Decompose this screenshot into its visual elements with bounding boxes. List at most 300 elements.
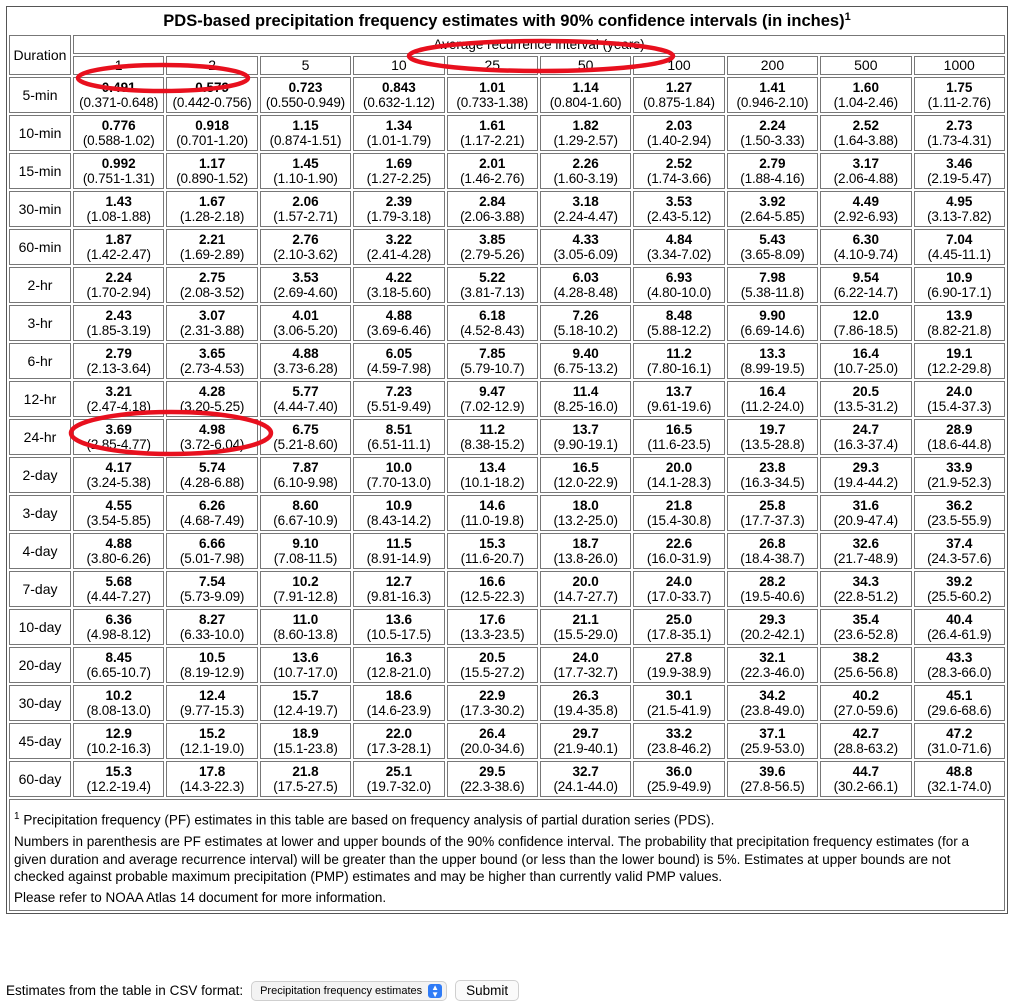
confidence-interval: (19.4-35.8) bbox=[553, 703, 618, 718]
estimate-cell bbox=[914, 609, 1005, 645]
estimate-value: 17.8 bbox=[198, 764, 226, 779]
confidence-interval: (2.10-3.62) bbox=[273, 247, 338, 262]
estimate-cell bbox=[727, 153, 818, 189]
estimate-value: 18.6 bbox=[385, 688, 412, 703]
estimate-value: 3.21 bbox=[105, 384, 132, 399]
estimate-value: 24.0 bbox=[665, 574, 693, 589]
estimate-cell bbox=[166, 343, 257, 379]
estimate-value: 27.8 bbox=[665, 650, 693, 665]
estimate-value: 4.55 bbox=[105, 498, 132, 513]
estimate-value: 14.6 bbox=[479, 498, 506, 513]
confidence-interval: (15.1-23.8) bbox=[273, 741, 338, 756]
confidence-interval: (1.50-3.33) bbox=[740, 133, 805, 148]
confidence-interval: (15.5-29.0) bbox=[553, 627, 618, 642]
estimate-cell bbox=[540, 267, 631, 303]
estimate-cell bbox=[166, 229, 257, 265]
recurrence-interval-header: Average recurrence interval (years) bbox=[73, 35, 1005, 54]
estimate-cell bbox=[73, 305, 164, 341]
estimate-value: 10.2 bbox=[292, 574, 319, 589]
duration-label: 30-day bbox=[9, 685, 71, 721]
estimate-cell bbox=[353, 229, 444, 265]
return-period-header: 25 bbox=[447, 56, 538, 75]
estimate-value: 13.9 bbox=[946, 308, 973, 323]
confidence-interval: (9.81-16.3) bbox=[366, 589, 432, 604]
estimate-value: 25.0 bbox=[665, 612, 693, 627]
estimate-cell bbox=[914, 267, 1005, 303]
confidence-interval: (1.40-2.94) bbox=[646, 133, 712, 148]
table-row bbox=[9, 647, 1005, 683]
estimate-value: 39.6 bbox=[759, 764, 786, 779]
confidence-interval: (5.21-8.60) bbox=[273, 437, 338, 452]
footnote-1 bbox=[14, 808, 1000, 829]
estimate-value: 18.0 bbox=[572, 498, 599, 513]
confidence-interval: (12.0-22.9) bbox=[553, 475, 618, 490]
estimate-value: 10.9 bbox=[946, 270, 973, 285]
confidence-interval: (5.51-9.49) bbox=[366, 399, 432, 414]
return-period-header: 2 bbox=[166, 56, 257, 75]
estimate-cell bbox=[540, 761, 631, 797]
confidence-interval: (3.69-6.46) bbox=[366, 323, 432, 338]
estimate-value: 3.85 bbox=[479, 232, 506, 247]
estimate-value: 9.90 bbox=[759, 308, 786, 323]
confidence-interval: (10.5-17.5) bbox=[366, 627, 432, 642]
confidence-interval: (1.46-2.76) bbox=[460, 171, 525, 186]
confidence-interval: (0.751-1.31) bbox=[82, 171, 155, 186]
confidence-interval: (2.73-4.53) bbox=[179, 361, 245, 376]
estimate-cell bbox=[447, 77, 538, 113]
estimate-cell bbox=[260, 723, 351, 759]
estimate-value: 5.68 bbox=[105, 574, 132, 589]
confidence-interval: (1.01-1.79) bbox=[366, 133, 432, 148]
confidence-interval: (1.57-2.71) bbox=[273, 209, 338, 224]
confidence-interval: (7.86-18.5) bbox=[833, 323, 899, 338]
estimate-value: 1.34 bbox=[385, 118, 412, 133]
estimate-cell bbox=[73, 495, 164, 531]
estimate-cell bbox=[73, 381, 164, 417]
estimate-cell bbox=[633, 267, 724, 303]
confidence-interval: (5.88-12.2) bbox=[646, 323, 712, 338]
table-row bbox=[9, 77, 1005, 113]
estimate-cell bbox=[73, 77, 164, 113]
estimate-cell bbox=[820, 153, 911, 189]
duration-label: 60-day bbox=[9, 761, 71, 797]
estimate-cell bbox=[727, 267, 818, 303]
table-row bbox=[9, 761, 1005, 797]
confidence-interval: (8.82-21.8) bbox=[927, 323, 992, 338]
estimate-value: 1.01 bbox=[479, 80, 506, 95]
estimate-cell bbox=[633, 609, 724, 645]
confidence-interval: (16.0-31.9) bbox=[646, 551, 712, 566]
estimate-value: 34.3 bbox=[852, 574, 879, 589]
estimate-cell bbox=[633, 419, 724, 455]
estimate-value: 21.8 bbox=[292, 764, 319, 779]
estimate-cell bbox=[260, 647, 351, 683]
estimate-value: 25.1 bbox=[385, 764, 412, 779]
confidence-interval: (15.4-30.8) bbox=[646, 513, 712, 528]
estimate-cell bbox=[820, 419, 911, 455]
confidence-interval: (3.18-5.60) bbox=[366, 285, 432, 300]
confidence-interval: (3.34-7.02) bbox=[646, 247, 712, 262]
confidence-interval: (2.79-5.26) bbox=[460, 247, 525, 262]
duration-label: 20-day bbox=[9, 647, 71, 683]
estimate-cell bbox=[914, 647, 1005, 683]
estimate-value: 3.18 bbox=[572, 194, 599, 209]
estimate-cell bbox=[166, 457, 257, 493]
estimate-value: 0.843 bbox=[381, 80, 416, 95]
estimate-value: 32.7 bbox=[572, 764, 599, 779]
confidence-interval: (6.69-14.6) bbox=[740, 323, 805, 338]
estimate-value: 12.0 bbox=[852, 308, 879, 323]
confidence-interval: (1.04-2.46) bbox=[833, 95, 899, 110]
estimate-value: 6.03 bbox=[572, 270, 599, 285]
confidence-interval: (1.74-3.66) bbox=[646, 171, 712, 186]
confidence-interval: (14.3-22.3) bbox=[179, 779, 245, 794]
estimate-cell bbox=[914, 153, 1005, 189]
estimate-value: 7.87 bbox=[292, 460, 319, 475]
estimate-cell bbox=[447, 647, 538, 683]
confidence-interval: (10.1-18.2) bbox=[460, 475, 525, 490]
confidence-interval: (23.8-46.2) bbox=[646, 741, 712, 756]
confidence-interval: (2.06-3.88) bbox=[460, 209, 525, 224]
confidence-interval: (7.91-12.8) bbox=[273, 589, 338, 604]
estimate-value: 2.21 bbox=[198, 232, 226, 247]
estimate-value: 7.23 bbox=[385, 384, 412, 399]
confidence-interval: (1.11-2.76) bbox=[927, 95, 991, 110]
estimate-value: 13.4 bbox=[479, 460, 506, 475]
estimate-cell bbox=[727, 115, 818, 151]
confidence-interval: (10.2-16.3) bbox=[86, 741, 151, 756]
confidence-interval: (1.28-2.18) bbox=[179, 209, 245, 224]
table-row bbox=[9, 343, 1005, 379]
estimate-cell bbox=[633, 723, 724, 759]
estimate-cell bbox=[727, 761, 818, 797]
confidence-interval: (3.06-5.20) bbox=[273, 323, 338, 338]
estimate-value: 13.6 bbox=[385, 612, 412, 627]
confidence-interval: (28.3-66.0) bbox=[927, 665, 992, 680]
table-row bbox=[9, 229, 1005, 265]
estimate-value: 4.17 bbox=[105, 460, 132, 475]
estimate-value: 2.52 bbox=[665, 156, 693, 171]
confidence-interval: (12.2-19.4) bbox=[86, 779, 151, 794]
confidence-interval: (19.5-40.6) bbox=[740, 589, 805, 604]
estimate-value: 10.2 bbox=[105, 688, 132, 703]
duration-label: 4-day bbox=[9, 533, 71, 569]
estimate-value: 29.5 bbox=[479, 764, 506, 779]
duration-label: 5-min bbox=[9, 77, 71, 113]
estimate-cell bbox=[260, 153, 351, 189]
estimate-cell bbox=[260, 191, 351, 227]
confidence-interval: (25.6-56.8) bbox=[833, 665, 899, 680]
confidence-interval: (12.1-19.0) bbox=[179, 741, 245, 756]
estimate-value: 13.6 bbox=[292, 650, 319, 665]
estimate-cell bbox=[820, 191, 911, 227]
estimate-value: 9.54 bbox=[852, 270, 879, 285]
estimate-value: 26.8 bbox=[759, 536, 786, 551]
estimate-cell bbox=[260, 229, 351, 265]
footnote-3: Please refer to NOAA Atlas 14 document for more information. bbox=[14, 889, 387, 905]
estimate-value: 1.45 bbox=[292, 156, 319, 171]
estimate-value: 8.48 bbox=[665, 308, 693, 323]
duration-label: 60-min bbox=[9, 229, 71, 265]
estimate-cell bbox=[820, 571, 911, 607]
confidence-interval: (3.13-7.82) bbox=[927, 209, 992, 224]
table-row bbox=[9, 685, 1005, 721]
confidence-interval: (1.08-1.88) bbox=[86, 209, 151, 224]
confidence-interval: (1.29-2.57) bbox=[553, 133, 618, 148]
estimate-value: 2.01 bbox=[479, 156, 506, 171]
estimate-value: 8.45 bbox=[105, 650, 132, 665]
estimate-value: 1.69 bbox=[385, 156, 412, 171]
confidence-interval: (1.73-4.31) bbox=[927, 133, 992, 148]
confidence-interval: (25.9-49.9) bbox=[646, 779, 712, 794]
confidence-interval: (2.64-5.85) bbox=[740, 209, 805, 224]
confidence-interval: (12.5-22.3) bbox=[460, 589, 525, 604]
csv-type-value: Precipitation frequency estimates bbox=[260, 984, 423, 997]
estimate-cell bbox=[353, 381, 444, 417]
estimate-cell bbox=[633, 457, 724, 493]
estimate-cell bbox=[540, 495, 631, 531]
estimate-value: 11.2 bbox=[666, 346, 692, 361]
estimate-value: 11.0 bbox=[292, 612, 319, 627]
estimate-cell bbox=[633, 77, 724, 113]
confidence-interval: (3.65-8.09) bbox=[740, 247, 805, 262]
estimate-cell bbox=[73, 685, 164, 721]
estimate-value: 38.2 bbox=[852, 650, 879, 665]
estimate-cell bbox=[260, 419, 351, 455]
estimate-cell bbox=[260, 685, 351, 721]
estimate-value: 7.26 bbox=[572, 308, 599, 323]
confidence-interval: (16.3-37.4) bbox=[833, 437, 899, 452]
estimate-cell bbox=[633, 115, 724, 151]
estimate-cell bbox=[633, 229, 724, 265]
estimate-cell bbox=[820, 647, 911, 683]
confidence-interval: (1.27-2.25) bbox=[366, 171, 432, 186]
estimate-cell bbox=[820, 229, 911, 265]
duration-label: 2-hr bbox=[9, 267, 71, 303]
estimate-value: 32.6 bbox=[852, 536, 879, 551]
estimate-cell bbox=[727, 647, 818, 683]
estimate-value: 16.3 bbox=[385, 650, 412, 665]
estimate-value: 2.06 bbox=[292, 194, 319, 209]
return-period-header: 200 bbox=[727, 56, 818, 75]
estimate-cell bbox=[166, 723, 257, 759]
confidence-interval: (10.7-17.0) bbox=[273, 665, 338, 680]
csv-type-select[interactable] bbox=[251, 981, 447, 1001]
confidence-interval: (17.3-30.2) bbox=[460, 703, 525, 718]
estimate-cell bbox=[540, 77, 631, 113]
estimate-value: 22.9 bbox=[479, 688, 506, 703]
estimate-value: 28.9 bbox=[946, 422, 973, 437]
estimate-value: 6.18 bbox=[479, 308, 506, 323]
estimate-value: 15.2 bbox=[198, 726, 226, 741]
estimate-cell bbox=[914, 191, 1005, 227]
estimate-value: 6.05 bbox=[385, 346, 412, 361]
estimate-cell bbox=[260, 571, 351, 607]
estimate-cell bbox=[727, 305, 818, 341]
estimate-value: 44.7 bbox=[852, 764, 879, 779]
table-title bbox=[9, 9, 1005, 33]
estimate-value: 40.2 bbox=[852, 688, 879, 703]
table-row bbox=[9, 419, 1005, 455]
estimate-cell bbox=[353, 533, 444, 569]
estimate-cell bbox=[914, 571, 1005, 607]
confidence-interval: (23.5-55.9) bbox=[927, 513, 992, 528]
confidence-interval: (4.68-7.49) bbox=[179, 513, 245, 528]
estimate-value: 5.22 bbox=[479, 270, 506, 285]
estimate-cell bbox=[73, 153, 164, 189]
estimate-cell bbox=[447, 305, 538, 341]
estimate-cell bbox=[166, 305, 257, 341]
estimate-cell bbox=[914, 761, 1005, 797]
confidence-interval: (8.60-13.8) bbox=[273, 627, 338, 642]
estimate-value: 13.7 bbox=[665, 384, 693, 399]
estimate-cell bbox=[447, 609, 538, 645]
estimate-value: 1.27 bbox=[665, 80, 693, 95]
estimate-value: 26.4 bbox=[479, 726, 506, 741]
estimate-value: 2.24 bbox=[105, 270, 132, 285]
estimate-value: 34.2 bbox=[759, 688, 786, 703]
estimate-cell bbox=[353, 571, 444, 607]
estimate-value: 2.24 bbox=[759, 118, 786, 133]
return-period-header: 50 bbox=[540, 56, 631, 75]
pf-estimates-table bbox=[6, 6, 1008, 914]
confidence-interval: (19.4-44.2) bbox=[833, 475, 899, 490]
estimate-cell bbox=[447, 115, 538, 151]
estimate-cell bbox=[633, 571, 724, 607]
confidence-interval: (4.28-8.48) bbox=[553, 285, 618, 300]
confidence-interval: (21.5-41.9) bbox=[646, 703, 712, 718]
estimate-cell bbox=[727, 191, 818, 227]
estimate-cell bbox=[447, 495, 538, 531]
estimate-cell bbox=[540, 457, 631, 493]
duration-label: 10-min bbox=[9, 115, 71, 151]
estimate-value: 29.3 bbox=[852, 460, 879, 475]
estimate-cell bbox=[820, 457, 911, 493]
estimate-cell bbox=[73, 343, 164, 379]
confidence-interval: (19.9-38.9) bbox=[646, 665, 712, 680]
estimate-value: 7.54 bbox=[198, 574, 226, 589]
confidence-interval: (12.2-29.8) bbox=[927, 361, 992, 376]
submit-button[interactable]: Submit bbox=[455, 980, 519, 1001]
estimate-cell bbox=[633, 685, 724, 721]
confidence-interval: (2.92-6.93) bbox=[833, 209, 899, 224]
estimate-cell bbox=[540, 419, 631, 455]
confidence-interval: (3.81-7.13) bbox=[460, 285, 525, 300]
confidence-interval: (10.7-25.0) bbox=[833, 361, 899, 376]
estimate-value: 4.88 bbox=[292, 346, 319, 361]
confidence-interval: (20.2-42.1) bbox=[740, 627, 805, 642]
estimate-value: 4.88 bbox=[385, 308, 412, 323]
estimate-cell bbox=[353, 115, 444, 151]
estimate-value: 36.0 bbox=[665, 764, 693, 779]
estimate-value: 4.84 bbox=[665, 232, 693, 247]
estimate-value: 15.3 bbox=[479, 536, 506, 551]
estimate-value: 11.5 bbox=[386, 536, 412, 551]
estimate-cell bbox=[633, 191, 724, 227]
confidence-interval: (13.5-28.8) bbox=[740, 437, 805, 452]
select-chevron-icon: ▲ ▼ bbox=[428, 984, 442, 998]
confidence-interval: (5.18-10.2) bbox=[553, 323, 618, 338]
estimate-value: 42.7 bbox=[852, 726, 879, 741]
table-row bbox=[9, 723, 1005, 759]
estimate-value: 6.36 bbox=[105, 612, 132, 627]
estimate-cell bbox=[260, 761, 351, 797]
estimate-cell bbox=[353, 191, 444, 227]
confidence-interval: (15.4-37.3) bbox=[927, 399, 992, 414]
estimate-cell bbox=[447, 457, 538, 493]
estimate-value: 0.723 bbox=[288, 80, 323, 95]
estimate-cell bbox=[540, 571, 631, 607]
estimate-value: 19.1 bbox=[946, 346, 973, 361]
estimate-value: 21.8 bbox=[665, 498, 693, 513]
confidence-interval: (6.22-14.7) bbox=[833, 285, 899, 300]
confidence-interval: (2.85-4.77) bbox=[86, 437, 151, 452]
estimate-cell bbox=[727, 609, 818, 645]
estimate-value: 7.98 bbox=[759, 270, 786, 285]
confidence-interval: (4.10-9.74) bbox=[833, 247, 899, 262]
confidence-interval: (0.875-1.84) bbox=[643, 95, 715, 110]
estimate-value: 32.1 bbox=[759, 650, 786, 665]
estimate-cell bbox=[73, 229, 164, 265]
estimate-cell bbox=[914, 685, 1005, 721]
confidence-interval: (0.804-1.60) bbox=[549, 95, 622, 110]
estimate-value: 23.8 bbox=[759, 460, 786, 475]
estimate-value: 2.43 bbox=[105, 308, 132, 323]
estimate-cell bbox=[820, 343, 911, 379]
footnote-marker: 1 bbox=[14, 811, 20, 822]
estimate-cell bbox=[820, 267, 911, 303]
estimate-cell bbox=[73, 609, 164, 645]
estimate-value: 6.26 bbox=[198, 498, 226, 513]
footnote-2: Numbers in parenthesis are PF estimates at lower and upper bounds of the 90% confidence interval. The probability that precipitation frequency estimates (for a given duration and average recurrence interval) will be greater than the upper bound (or less than the lower bound) is 5%. Estimates at upper bounds are not checked against probable maximum precipitation (PMP) estimates and may be higher than currently valid PMP values. bbox=[14, 834, 970, 884]
estimate-value: 3.65 bbox=[198, 346, 226, 361]
confidence-interval: (17.3-28.1) bbox=[366, 741, 432, 756]
estimate-value: 2.26 bbox=[572, 156, 599, 171]
confidence-interval: (0.733-1.38) bbox=[456, 95, 529, 110]
confidence-interval: (18.6-44.8) bbox=[927, 437, 992, 452]
estimate-value: 33.2 bbox=[665, 726, 693, 741]
confidence-interval: (0.588-1.02) bbox=[82, 133, 155, 148]
table-row bbox=[9, 191, 1005, 227]
estimate-value: 35.4 bbox=[852, 612, 879, 627]
estimate-value: 26.3 bbox=[572, 688, 599, 703]
estimate-cell bbox=[447, 229, 538, 265]
estimate-cell bbox=[914, 115, 1005, 151]
estimate-cell bbox=[260, 115, 351, 151]
confidence-interval: (28.8-63.2) bbox=[833, 741, 899, 756]
return-period-header: 100 bbox=[633, 56, 724, 75]
table-row bbox=[9, 267, 1005, 303]
footnote-text-1: Precipitation frequency (PF) estimates in this table are based on frequency analysis of partial duration series (PDS). bbox=[23, 812, 715, 828]
estimate-cell bbox=[353, 267, 444, 303]
estimate-cell bbox=[727, 457, 818, 493]
confidence-interval: (4.98-8.12) bbox=[86, 627, 151, 642]
estimate-value: 10.9 bbox=[385, 498, 412, 513]
estimate-cell bbox=[727, 343, 818, 379]
duration-label: 10-day bbox=[9, 609, 71, 645]
return-period-header-row bbox=[9, 56, 1005, 75]
estimate-value: 3.07 bbox=[198, 308, 226, 323]
confidence-interval: (4.59-7.98) bbox=[366, 361, 432, 376]
estimate-cell bbox=[353, 419, 444, 455]
confidence-interval: (6.51-11.1) bbox=[367, 437, 431, 452]
duration-label: 6-hr bbox=[9, 343, 71, 379]
estimate-value: 39.2 bbox=[946, 574, 973, 589]
estimate-value: 2.76 bbox=[292, 232, 319, 247]
estimate-value: 2.75 bbox=[198, 270, 226, 285]
estimate-value: 16.4 bbox=[759, 384, 786, 399]
confidence-interval: (14.1-28.3) bbox=[646, 475, 712, 490]
